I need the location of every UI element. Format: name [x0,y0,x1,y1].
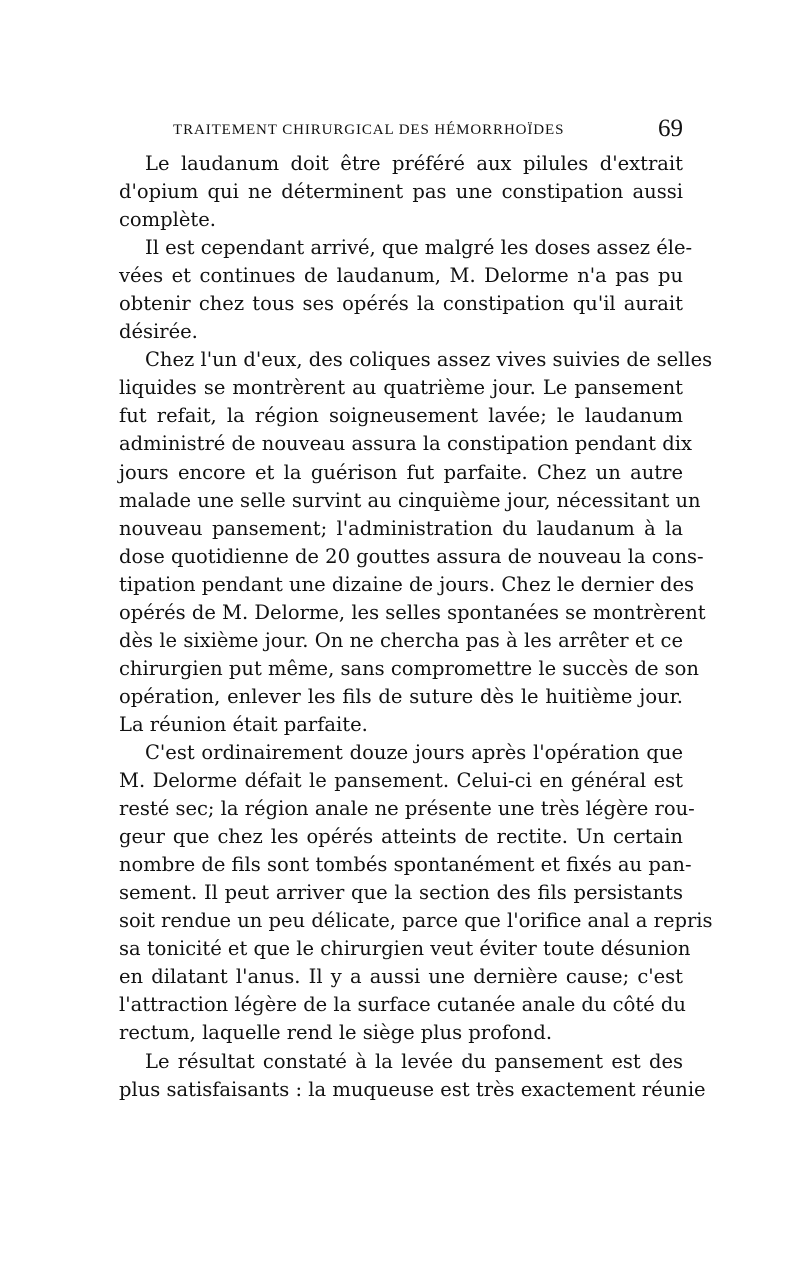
body-text [119,150,713,1104]
text-line: malade une selle survint au cinquième jour, nécessitant un [119,488,701,512]
running-title: TRAITEMENT CHIRURGICAL DES HÉMORRHOÏDES [173,122,565,138]
text-line: dose quotidienne de 20 gouttes assura de nouveau la cons- [119,544,704,568]
text-line: opérés de M. Delorme, les selles spontanées se montrèrent [119,600,706,624]
text-line: rectum, laquelle rend le siège plus profond. [119,1021,553,1045]
text-line: jours encore et la guérison fut parfaite. Chez un autre [119,460,683,484]
text-line: l'attraction légère de la surface cutanée anale du côté du [119,993,686,1017]
text-line: sement. Il peut arriver que la section des fils persistants [119,881,683,905]
text-line: administré de nouveau assura la constipation pendant dix [119,432,692,456]
text-line: obtenir chez tous ses opérés la constipation qu'il aurait [119,292,683,316]
text-line: vées et continues de laudanum, M. Delorme n'a pas pu [119,264,683,288]
text-line: resté sec; la région anale ne présente une très légère rou- [119,797,695,821]
text-line: fut refait, la région soigneusement lavée; le laudanum [119,404,683,428]
text-line: La réunion était parfaite. [119,712,368,736]
text-line: nouveau pansement; l'administration du laudanum à la [119,516,683,540]
text-line: Il est cependant arrivé, que malgré les doses assez éle- [145,236,693,260]
text-line: complète. [119,208,216,232]
text-line: désirée. [119,320,198,344]
text-line: M. Delorme défait le pansement. Celui-ci en général est [119,769,683,793]
running-head [173,115,683,145]
text-line: C'est ordinairement douze jours après l'opération que [145,740,683,764]
text-line: Le résultat constaté à la levée du pansement est des [145,1049,683,1073]
text-line: en dilatant l'anus. Il y a aussi une dernière cause; c'est [119,965,683,989]
text-line: soit rendue un peu délicate, parce que l'orifice anal a repris [119,909,713,933]
text-line: tipation pendant une dizaine de jours. Chez le dernier des [119,572,695,596]
text-line: nombre de fils sont tombés spontanément et fixés au pan- [119,853,692,877]
text-line: Le laudanum doit être préféré aux pilules d'extrait [145,152,683,175]
text-line: Chez l'un d'eux, des coliques assez vives suivies de selles [145,348,713,372]
text-line: opération, enlever les fils de suture dès le huitième jour. [119,684,683,708]
page-number: 69 [658,115,683,142]
text-line: liquides se montrèrent au quatrième jour. Le pansement [119,376,683,400]
text-line: dès le sixième jour. On ne chercha pas à les arrêter et ce [119,628,683,652]
text-line: plus satisfaisants : la muqueuse est très exactement réunie [119,1077,706,1101]
text-line: sa tonicité et que le chirurgien veut éviter toute désunion [119,937,691,961]
text-line: geur que chez les opérés atteints de rectite. Un certain [119,825,683,849]
text-line: chirurgien put même, sans compromettre le succès de son [119,656,699,680]
text-line: d'opium qui ne déterminent pas une constipation aussi [119,180,683,204]
